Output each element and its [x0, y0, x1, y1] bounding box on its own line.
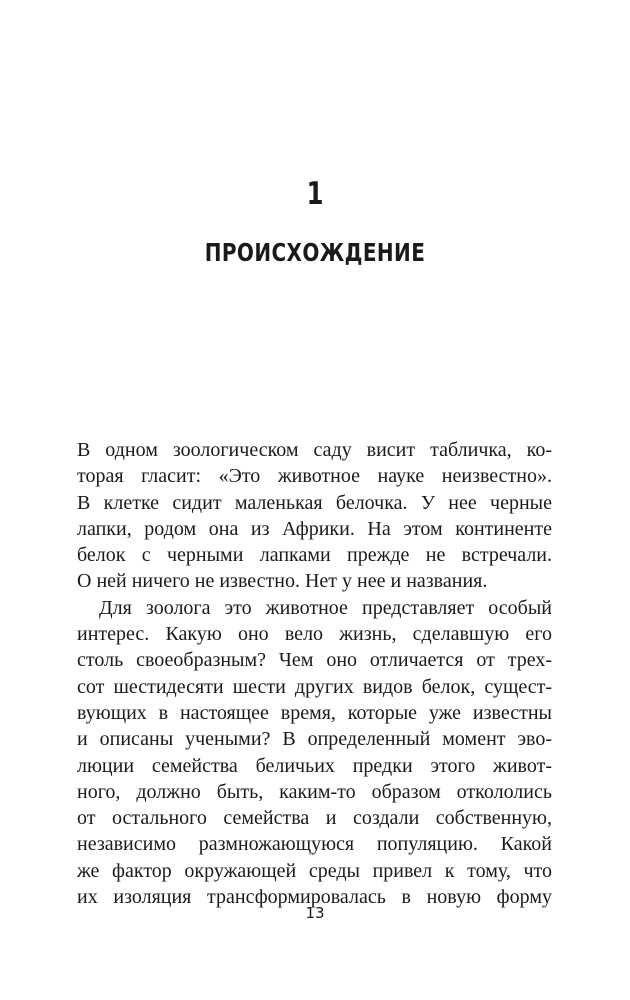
text-line: белок с черными лапками прежде не встречали.	[77, 544, 552, 567]
text-line: интерес. Какую оно вело жизнь, сделавшую его	[77, 623, 552, 646]
text-line: лапки, родом она из Африки. На этом континенте	[77, 517, 552, 540]
paragraph-1	[77, 437, 552, 595]
text-line: от остального семейства и создали собственную,	[77, 807, 552, 830]
body-text	[77, 437, 552, 910]
text-line: Для зоолога это животное представляет особый	[99, 596, 552, 619]
text-line: вующих в настоящее время, которые уже известны	[77, 701, 552, 724]
text-line: В одном зоологическом саду висит табличка, ко-	[77, 439, 552, 461]
text-line: люции семейства беличьих предки этого живот-	[77, 754, 552, 777]
text-line: сот шестидесяти шести других видов белок, сущест-	[77, 675, 552, 698]
text-line: же фактор окружающей среды привел к тому, что	[77, 859, 552, 882]
paragraph-2	[77, 595, 552, 911]
text-line: В клетке сидит маленькая белочка. У нее черные	[77, 491, 552, 514]
chapter-title: ПРОИСХОЖДЕНИЕ	[204, 238, 426, 267]
text-line: и описаны учеными? В определенный момент эво-	[77, 728, 552, 751]
text-line: торая гласит: «Это животное науке неизвестно».	[77, 465, 552, 488]
page-number: 13	[305, 904, 325, 922]
text-line: ного, должно быть, каким-то образом откололись	[77, 780, 552, 803]
chapter-number: 1	[306, 176, 324, 212]
text-line: независимо размножающуюся популяцию. Какой	[77, 833, 552, 856]
text-line: их изоляция трансформировалась в новую форму	[77, 886, 552, 909]
text-line: О ней ничего не известно. Нет у нее и названия.	[77, 570, 488, 593]
text-line: столь своеобразным? Чем оно отличается от трех-	[77, 649, 552, 672]
